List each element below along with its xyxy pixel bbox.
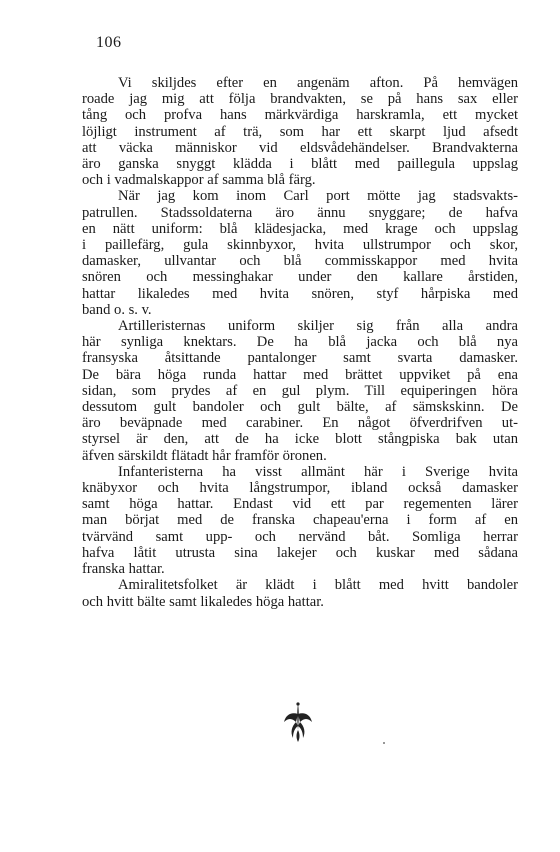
text-line: äfven särskildt flätadt hår framför öronen.	[82, 447, 327, 464]
text-line: roade jag mig att följa brandvakten, se på hans sax eller	[82, 91, 518, 108]
text-line: att väcka människor vid eldsvådehändelser. Brandvakterna	[82, 139, 518, 156]
text-line: knäbyxor och hvita långstrumpor, ibland också damasker	[82, 480, 518, 497]
text-line: och hvitt bälte samt likaledes höga hattar.	[82, 593, 324, 610]
text-line: en nätt uniform: blå klädesjacka, med krage och uppslag	[82, 220, 518, 237]
text-line: fransyska åtsittande pantalonger samt svarta damasker.	[82, 350, 518, 367]
text-line: Vi skiljdes efter en angenäm afton. På hemvägen	[118, 75, 518, 91]
text-line: När jag kom inom Carl port mötte jag stadsvakts-	[118, 188, 518, 205]
text-line: styrsel är den, att de ha icke blott stångpiska bak utan	[82, 431, 518, 448]
text-line: snören och messinghakar under den kallare årstiden,	[82, 269, 518, 286]
page-number: 106	[96, 34, 122, 51]
text-line: De bära höga runda hattar med brättet uppviket på ena	[82, 366, 518, 383]
text-line: äro beväpnade med carabiner. En något öfverdrifven ut-	[82, 415, 518, 432]
body-text	[82, 75, 518, 610]
text-line: och i vadmalskappor af samma blå färg.	[82, 172, 316, 189]
stray-dot	[383, 742, 385, 744]
fleuron-icon	[280, 700, 316, 744]
text-line: sidan, som prydes af en gul plym. Till equiperingen höra	[82, 382, 518, 399]
text-line: dessutom gult bandoler och gult bälte, af sämskskinn. De	[82, 399, 518, 416]
text-line: Infanteristerna ha visst allmänt här i Sverige hvita	[118, 463, 518, 480]
text-line: hattar likaledes med hvita snören, styf hårpiska med	[82, 285, 518, 302]
text-line: löjligt instrument af trä, som har ett skarpt ljud afsedt	[82, 123, 518, 140]
text-line: band o. s. v.	[82, 301, 152, 318]
text-line: damasker, ullvantar och blå commisskappor med hvita	[82, 253, 518, 270]
text-line: samt höga hattar. Endast vid ett par regementen lärer	[82, 496, 518, 513]
text-line: franska hattar.	[82, 561, 165, 578]
text-line: hafva låtit utrusta sina lakejer och kuskar med sådana	[82, 544, 518, 561]
text-line: i paillefärg, gula skinnbyxor, hvita ullstrumpor och skor,	[82, 237, 518, 254]
text-line: tång och profva hans märkvärdiga harskramla, ett mycket	[82, 107, 518, 124]
text-line: Amiralitetsfolket är klädt i blått med hvitt bandoler	[118, 577, 518, 594]
text-line: här synliga knektars. De ha blå jacka och blå nya	[82, 334, 518, 351]
text-line: tvärvänd samt upp- och nervänd båt. Somliga herrar	[82, 528, 518, 545]
text-line: man börjat med de franska chapeau'erna i form af en	[82, 512, 518, 529]
text-line: Artilleristernas uniform skiljer sig från alla andra	[118, 318, 518, 335]
text-line: äro ganska snyggt klädda i blått med paillegula uppslag	[82, 156, 518, 173]
text-line: patrullen. Stadssoldaterna äro ännu snyggare; de hafva	[82, 204, 518, 221]
